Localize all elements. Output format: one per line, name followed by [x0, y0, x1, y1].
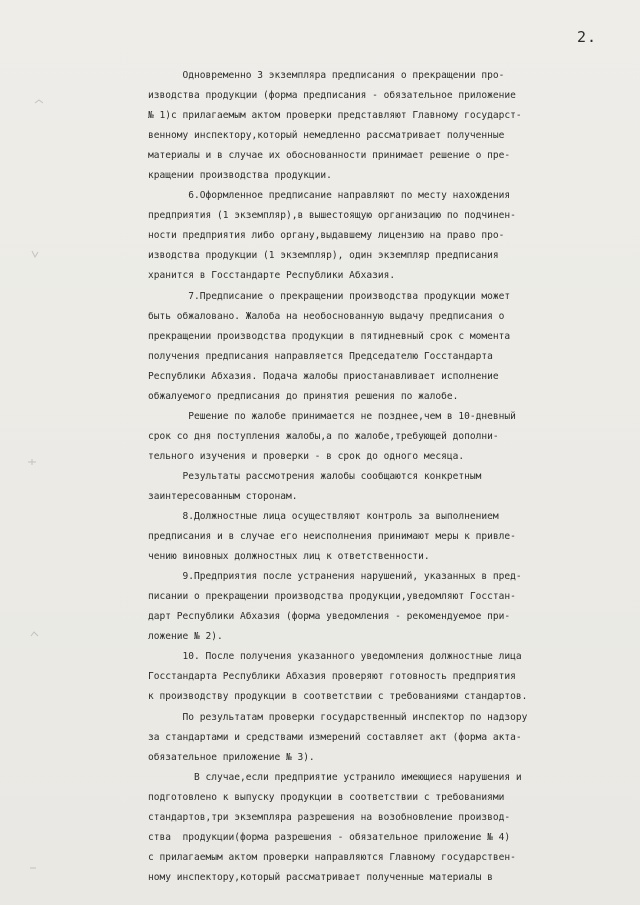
- margin-smudge-mark: [28, 858, 38, 868]
- text-line: 8.Должностные лица осуществляют контроль за выполнением: [148, 511, 499, 523]
- text-line: венному инспектору,который немедленно рассматривает полученные: [148, 130, 505, 142]
- text-line: Одновременно 3 экземпляра предписания о прекращении про-: [148, 70, 505, 81]
- text-line: В случае,если предприятие устранило имеющиеся нарушения и: [148, 771, 522, 783]
- text-line: 6.Оформленное предписание направляют по месту нахождения: [148, 190, 511, 202]
- page-number: 2.: [577, 28, 598, 46]
- text-line: дарт Республики Абхазия (форма уведомления - рекомендуемое при-: [148, 611, 511, 623]
- text-line: изводства продукции (форма предписания - обязательное приложение: [148, 90, 516, 102]
- text-line: быть обжаловано. Жалоба на необоснованную выдачу предписания о: [148, 310, 505, 322]
- margin-smudge-mark: [30, 244, 40, 254]
- text-line: 9.Предприятия после устранения нарушений, указанных в пред-: [148, 571, 522, 583]
- text-line: с прилагаемым актом проверки направляются Главному государствен-: [148, 851, 516, 863]
- text-line: ному инспектору,который рассматривает полученные материалы в: [148, 871, 493, 883]
- text-line: По результатам проверки государственный инспектор по надзору: [148, 711, 528, 723]
- text-line: срок со дня поступления жалобы,а по жалобе,требующей дополни-: [148, 430, 499, 442]
- text-line: 7.Предписание о прекращении производства продукции может: [148, 290, 511, 302]
- text-line: 10. После получения указанного уведомления должностные лица: [148, 651, 522, 663]
- margin-smudge-mark: [30, 624, 40, 634]
- text-line: обязательное приложение № 3).: [148, 751, 315, 763]
- text-line: материалы и в случае их обоснованности принимает решение о пре-: [148, 150, 511, 162]
- text-line: подготовлено к выпуску продукции в соответствии с требованиями: [148, 791, 505, 803]
- text-line: ложение № 2).: [148, 631, 223, 643]
- text-line: писании о прекращении производства продукции,уведомляют Госстан-: [148, 591, 516, 603]
- text-line: за стандартами и средствами измерений составляет акт (форма акта-: [148, 731, 522, 743]
- text-line: чению виновных должностных лиц к ответственности.: [148, 551, 430, 563]
- text-line: предприятия (1 экземпляр),в вышестоящую организацию по подчинен-: [148, 210, 516, 222]
- text-line: предписания и в случае его неисполнения принимают меры к привле-: [148, 531, 516, 543]
- text-line: ства продукции(форма разрешения - обязательное приложение № 4): [148, 831, 511, 843]
- text-line: кращении производства продукции.: [148, 170, 332, 182]
- text-line: обжалуемого предписания до принятия решения по жалобе.: [148, 390, 459, 402]
- text-line: заинтересованным сторонам.: [148, 490, 298, 502]
- text-line: стандартов,три экземпляра разрешения на возобновление производ-: [148, 811, 511, 823]
- text-line: изводства продукции (1 экземпляр), один экземпляр предписания: [148, 250, 499, 262]
- text-line: тельного изучения и проверки - в срок до одного месяца.: [148, 450, 465, 462]
- document-body: [148, 66, 628, 888]
- margin-smudge-mark: [27, 452, 37, 462]
- text-line: ности предприятия либо органу,выдавшему лицензию на право про-: [148, 230, 505, 242]
- text-line: получения предписания направляется Председателю Госстандарта: [148, 350, 493, 362]
- text-line: Госстандарта Республики Абхазия проверяют готовность предприятия: [148, 671, 516, 683]
- text-line: к производству продукции в соответствии с требованиями стандартов.: [148, 691, 528, 703]
- text-line: Республики Абхазия. Подача жалобы приостанавливает исполнение: [148, 370, 499, 382]
- text-line: Решение по жалобе принимается не позднее,чем в 10-дневный: [148, 410, 516, 422]
- text-line: хранится в Госстандарте Республики Абхазия.: [148, 270, 396, 282]
- text-line: Результаты рассмотрения жалобы сообщаются конкретным: [148, 470, 482, 482]
- text-line: прекращении производства продукции в пятидневный срок с момента: [148, 330, 511, 342]
- margin-smudge-mark: [34, 92, 44, 102]
- text-line: № 1)с прилагаемым актом проверки представляют Главному государст-: [148, 110, 522, 122]
